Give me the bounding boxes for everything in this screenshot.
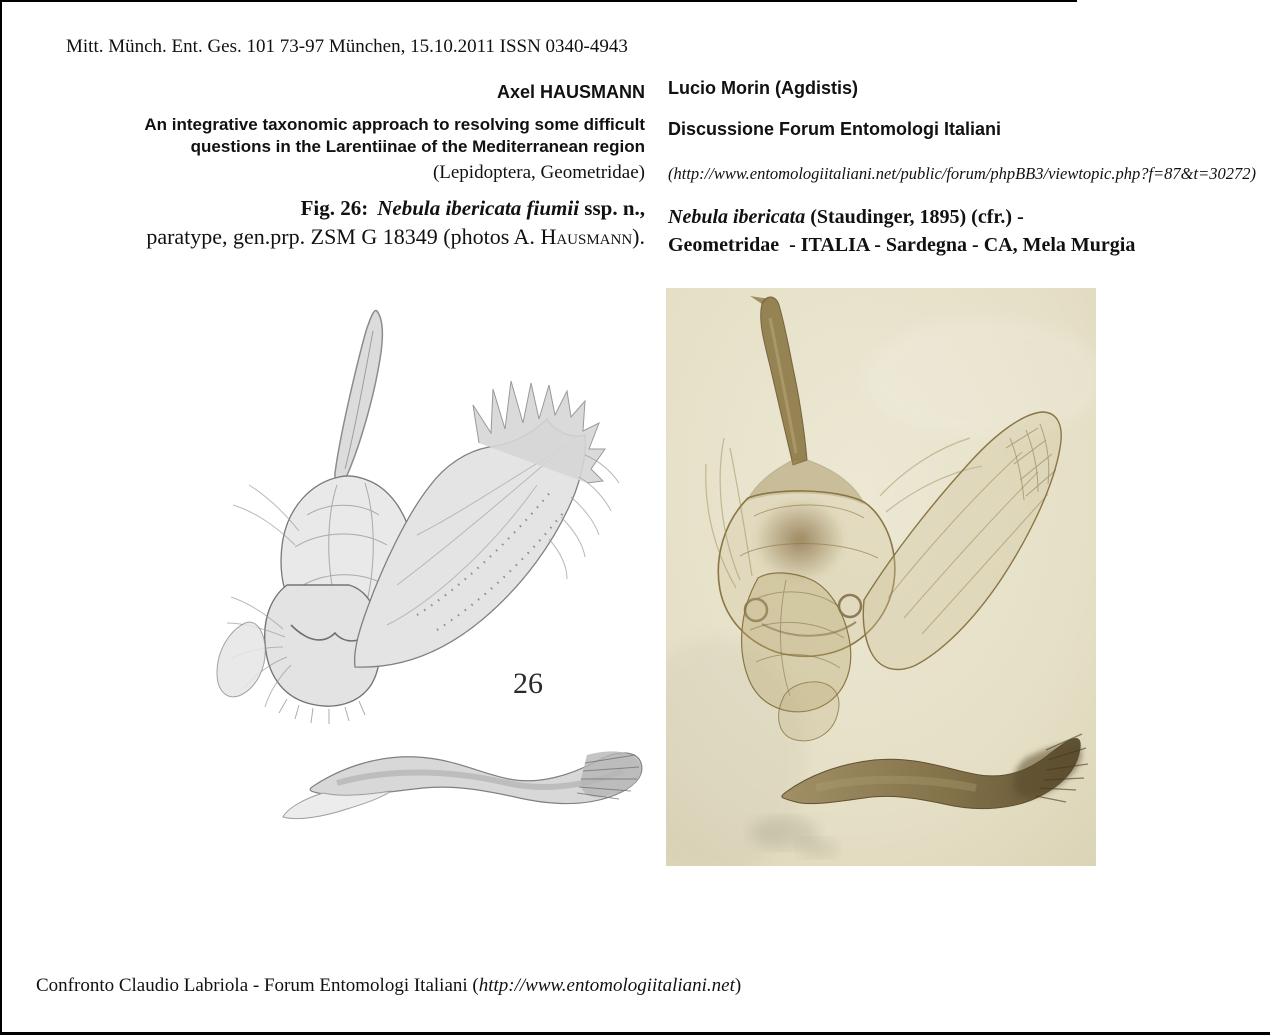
figure-caption-suffix: ). (632, 224, 645, 249)
footer-prefix: Confronto Claudio Labriola - Forum Entomologi Italiani ( (36, 975, 479, 996)
left-genitalia-svg (187, 285, 662, 840)
paper-author: Axel HAUSMANN (496, 82, 645, 102)
paper-reference-block (25, 82, 645, 250)
figure-caption-line1 (25, 196, 645, 221)
left-aedeagus (283, 751, 642, 818)
figure-taxon-status: ssp. n., (579, 196, 645, 220)
paper-title-line2: questions in the Larentiinae of the Mediterranean region (190, 137, 645, 156)
forum-record-line2: Geometridae - ITALIA - Sardegna - CA, Mela Murgia (668, 234, 1136, 256)
forum-source: Discussione Forum Entomologi Italiani (668, 119, 1002, 139)
footer-url: http://www.entomologiitaliani.net (478, 975, 735, 996)
right-genitalia-figure (666, 288, 1096, 866)
forum-record-caption (668, 203, 1268, 259)
forum-record-block (668, 78, 1268, 259)
figure-caption-prefix: paratype, gen.prp. ZSM G 18349 (photos A. (146, 224, 541, 249)
footer-credit (36, 975, 741, 997)
figure-taxon-name: Nebula ibericata fiumii (377, 196, 580, 220)
forum-topic-url: (http://www.entomologiitaliani.net/public/forum/phpBB3/viewtopic.php?f=87&t=30272) (668, 164, 1256, 183)
forum-author: Lucio Morin (Agdistis) (668, 78, 858, 98)
figure-number-label: Fig. 26: (300, 196, 369, 220)
forum-record-taxon: Nebula ibericata (668, 206, 806, 228)
forum-record-authority: (Staudinger, 1895) (cfr.) - (805, 206, 1024, 228)
forum-record-line1 (668, 203, 1268, 231)
figure-caption-line2 (25, 224, 645, 250)
photographer-name: Hausmann (540, 224, 633, 249)
left-genitalia-figure (187, 285, 662, 840)
journal-citation: Mitt. Münch. Ent. Ges. 101 73-97 München, 15.10.2011 ISSN 0340-4943 (66, 36, 628, 57)
right-genitalia-svg (666, 288, 1096, 866)
left-uncus-spike (335, 311, 382, 483)
paper-subtitle: (Lepidoptera, Geometridae) (432, 162, 645, 183)
paper-title-line1: An integrative taxonomic approach to resolving some difficult (144, 115, 645, 134)
footer-suffix: ) (734, 975, 742, 996)
figure-number-in-plate: 26 (513, 667, 543, 700)
